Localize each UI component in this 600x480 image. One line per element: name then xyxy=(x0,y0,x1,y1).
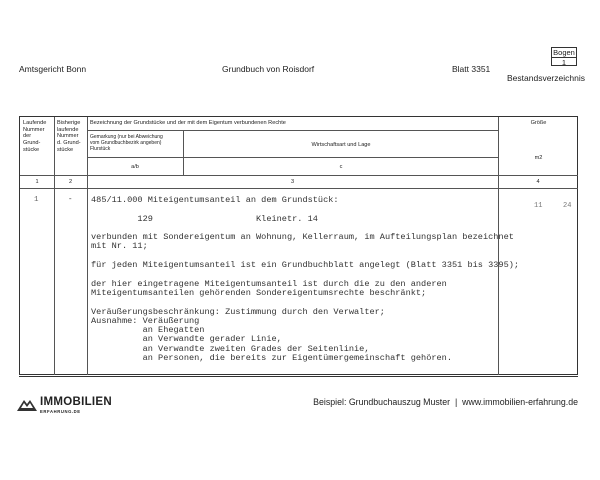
col-number-3: 3 xyxy=(290,179,295,185)
col-m2: m2 xyxy=(534,155,543,161)
col-number-2: 2 xyxy=(68,179,73,185)
col-number-1: 1 xyxy=(35,179,39,185)
entry-line: an Personen, die bereits zur Eigentümergemeinschaft gehören. xyxy=(91,353,452,364)
entry-line: an Verwandte zweiten Grades der Seitenlinie, xyxy=(91,343,370,354)
col-c: c xyxy=(339,164,343,170)
entry-bisherige: - xyxy=(68,196,73,204)
register-name: Bestandsverzeichnis xyxy=(507,73,585,83)
col-groesse: Größe xyxy=(530,120,547,126)
entry-line: verbunden mit Sondereigentum an Wohnung, Kellerraum, im Aufteilungsplan bezeichnet xyxy=(91,232,514,243)
entry-line: für jeden Miteigentumsanteil ist ein Grundbuchblatt angelegt (Blatt 3351 bis 3395); xyxy=(91,260,520,271)
bogen-label: Bogen xyxy=(553,48,575,57)
bogen-number: 1 xyxy=(561,58,567,67)
entry-line: an Verwandte gerader Linie, xyxy=(91,334,282,345)
col-gemarkung: Gemarkung (nur bei Abweichung vom Grundbuchbezirk angeben) Flurstück xyxy=(90,134,163,152)
entry-line: an Ehegatten xyxy=(91,325,205,336)
logo-house-icon xyxy=(16,396,38,412)
bogen-box xyxy=(551,47,577,66)
court-name: Amtsgericht Bonn xyxy=(19,64,87,74)
col-bezeichnung: Bezeichnung der Grundstücke und der mit dem Eigentum verbundenen Rechte xyxy=(90,120,286,126)
entry-line: 129 Kleinetr. 14 xyxy=(91,213,318,224)
col-ab: a/b xyxy=(131,164,139,170)
logo-wordmark: IMMOBILIEN xyxy=(40,396,112,408)
footer-rule xyxy=(19,376,578,377)
entry-lfd: 1 xyxy=(34,196,39,204)
entry-text xyxy=(91,196,519,363)
entry-line: Veräußerungsbeschränkung: Zustimmung durch den Verwalter; xyxy=(91,306,385,317)
entry-line: 485/11.000 Miteigentumsanteil an dem Grundstück: xyxy=(91,195,339,205)
col-wirtschaftsart: Wirtschaftsart und Lage xyxy=(311,142,371,148)
entry-size-left: 11 xyxy=(534,202,543,210)
book-name: Grundbuch von Roisdorf xyxy=(222,64,315,74)
entry-line: mit Nr. 11; xyxy=(91,241,148,252)
logo-subtitle: ERFAHRUNG.DE xyxy=(40,409,81,414)
entry-line: Miteigentumsanteilen gehörenden Sondereigentumsrechte beschränkt; xyxy=(91,287,427,298)
col-bisherige: Bisherige laufende Nummer d. Grund- stücke xyxy=(57,120,81,153)
entry-size-right: 24 xyxy=(563,202,572,210)
entry-line: der hier eingetragene Miteigentumsanteil ist durch die zu den anderen xyxy=(91,278,447,289)
entry-line: Ausnahme: Veräußerung xyxy=(91,315,200,326)
col-number-4: 4 xyxy=(536,179,540,185)
sheet-number: Blatt 3351 xyxy=(452,64,491,74)
footer-caption: Beispiel: Grundbuchauszug Muster | www.immobilien-erfahrung.de xyxy=(313,397,578,407)
col-lfd-nr: Laufende Nummer der Grund- stücke xyxy=(23,120,47,153)
bestandsverzeichnis-table xyxy=(19,116,578,375)
